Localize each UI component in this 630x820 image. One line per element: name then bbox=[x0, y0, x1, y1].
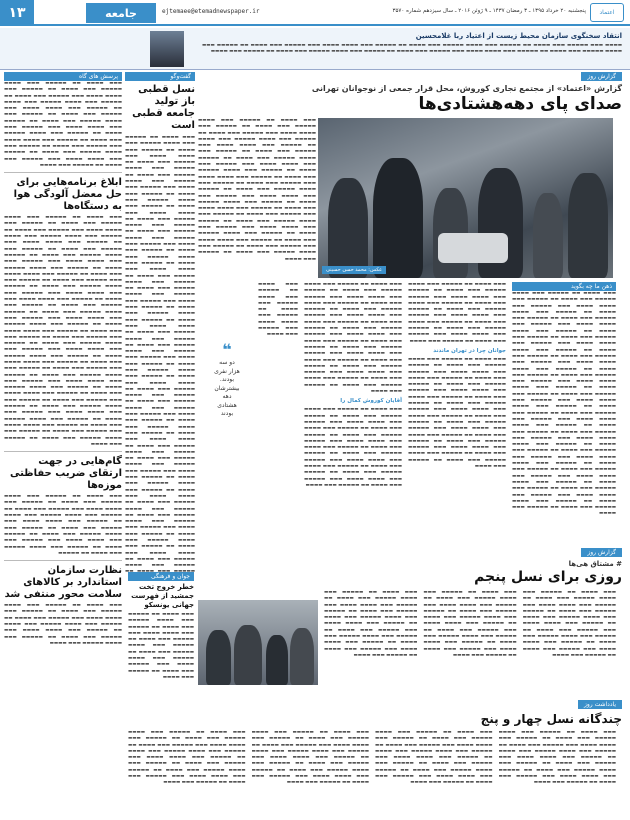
quote-line: بودند. bbox=[219, 376, 235, 383]
quote-line: بودند bbox=[220, 410, 234, 417]
section-tab: جامعه bbox=[86, 3, 156, 23]
interview-head: گفت‌وگو bbox=[125, 72, 195, 81]
main-col-1: ذهن ما چه بگوید ▬▬▬ ▬▬▬▬ ▬▬ ▬▬▬▬▬ ▬▬▬ ▬▬▬▬ ▬▬▬▬▬ ▬▬▬ ▬▬▬▬ ▬▬ ▬▬▬▬▬ ▬▬▬ ▬▬▬▬ ▬▬▬▬ ▬▬▬ ▬▬▬▬▬ ▬▬▬ ▬▬▬▬ ▬▬ ▬▬▬▬▬ ▬▬▬ ▬▬▬▬ ▬▬▬▬▬ ▬▬▬ ▬▬▬▬ ▬▬ ▬▬▬▬▬ ▬▬▬ ▬▬▬▬ ▬▬▬▬ ▬▬▬ ▬▬▬▬▬ ▬▬▬ ▬▬▬▬ ▬▬ ▬▬▬▬▬ ▬▬▬ ▬▬▬▬ ▬▬▬▬▬ ▬▬▬ ▬▬▬▬ ▬▬ ▬▬▬▬▬ ▬▬▬ ▬▬▬▬ ▬▬▬▬ ▬▬▬ ▬▬▬▬▬ ▬▬▬ ▬▬▬▬ ▬▬ ▬▬▬▬▬ ▬▬▬ ▬▬▬▬ ▬▬▬▬▬ ▬▬▬ ▬▬▬▬ ▬▬ ▬▬▬▬▬ ▬▬▬ ▬▬▬▬ ▬▬▬▬ ▬▬▬ ▬▬▬▬▬ ▬▬▬ ▬▬▬▬ ▬▬ ▬▬▬▬▬ ▬▬▬ ▬▬▬▬ ▬▬▬▬▬ ▬▬▬ ▬▬▬▬ ▬▬ ▬▬▬▬▬ ▬▬▬ ▬▬▬▬ ▬▬▬▬ ▬▬▬ ▬▬▬▬▬ ▬▬▬ ▬▬▬▬ ▬▬ ▬▬▬▬▬ ▬▬▬ ▬▬▬▬ ▬▬▬▬▬ ▬▬▬ ▬▬▬▬ ▬▬ ▬▬▬▬▬ ▬▬▬ ▬▬▬▬ ▬▬▬▬ ▬▬▬ ▬▬▬▬▬ ▬▬▬ ▬▬▬▬ ▬▬ ▬▬▬▬▬ ▬▬▬ ▬▬▬▬ ▬▬▬▬▬ ▬▬▬ ▬▬▬▬ ▬▬ ▬▬▬▬▬ ▬▬▬ ▬▬▬▬ ▬▬▬▬ ▬▬▬ ▬▬▬▬▬ ▬▬▬ ▬▬▬▬ ▬▬ ▬▬▬▬▬ ▬▬▬ ▬▬▬▬ ▬▬▬▬▬ ▬▬▬ ▬▬▬▬ ▬▬ ▬▬▬▬▬ ▬▬▬ ▬▬▬▬ ▬▬▬▬ ▬▬▬ ▬▬▬▬▬ ▬▬▬ ▬▬▬▬ ▬▬ ▬▬▬▬▬ ▬▬▬ ▬▬▬▬ ▬▬▬▬▬ ▬▬▬ ▬▬▬▬ ▬▬ ▬▬▬▬▬ ▬▬▬ ▬▬▬▬ ▬▬▬▬ ▬▬▬ ▬▬▬▬▬ ▬▬▬ ▬▬▬▬ ▬▬ ▬▬▬▬▬ ▬▬▬ ▬▬▬▬ ▬▬▬▬▬ ▬▬▬ ▬▬▬▬ ▬▬ ▬▬▬▬▬ ▬▬▬ ▬▬▬▬ ▬▬▬▬ ▬▬▬ ▬▬▬▬▬ ▬▬▬ ▬▬▬▬ ▬▬ ▬▬▬▬▬ ▬▬▬ ▬▬▬▬ ▬▬▬▬▬ ▬▬▬ ▬▬▬▬ ▬▬ ▬▬▬▬▬ ▬▬▬ ▬▬▬▬ ▬▬▬▬ ▬▬▬ ▬▬▬▬▬ ▬▬▬ ▬▬▬▬ ▬▬ ▬▬▬▬▬ ▬▬▬ ▬▬▬▬ ▬▬▬▬▬ ▬▬▬ ▬▬▬▬ ▬▬ ▬▬▬▬▬ ▬▬▬ ▬▬▬▬ bbox=[512, 283, 616, 517]
main-article-body bbox=[198, 282, 616, 542]
interview-text: ▬▬▬ ▬▬▬▬ ▬▬ ▬▬▬▬▬ ▬▬▬ ▬▬▬▬ ▬▬▬▬▬ ▬▬▬ ▬▬▬▬ ▬▬ ▬▬▬▬▬ ▬▬▬ ▬▬▬▬ ▬▬▬▬ ▬▬▬ ▬▬▬▬▬ ▬▬▬ ▬▬▬▬ ▬▬ ▬▬▬▬▬ ▬▬▬ ▬▬▬▬ ▬▬▬▬▬ ▬▬▬ ▬▬▬▬ ▬▬ ▬▬▬▬▬ ▬▬▬ ▬▬▬▬ ▬▬▬▬ ▬▬▬ ▬▬▬▬▬ ▬▬▬ ▬▬▬▬ ▬▬ ▬▬▬▬▬ ▬▬▬ ▬▬▬▬ ▬▬▬▬▬ ▬▬▬ ▬▬▬▬ ▬▬ ▬▬▬▬▬ ▬▬▬ ▬▬▬▬ ▬▬▬▬ ▬▬▬ ▬▬▬▬▬ ▬▬▬ ▬▬▬▬ ▬▬ ▬▬▬▬▬ ▬▬▬ ▬▬▬▬ ▬▬▬▬▬ ▬▬▬ ▬▬▬▬ ▬▬ ▬▬▬▬▬ ▬▬▬ ▬▬▬▬ ▬▬▬▬ ▬▬▬ ▬▬▬▬▬ ▬▬▬ ▬▬▬▬ ▬▬ ▬▬▬▬▬ ▬▬▬ ▬▬▬▬ ▬▬▬▬▬ ▬▬▬ ▬▬▬▬ ▬▬ ▬▬▬▬▬ ▬▬▬ ▬▬▬▬ ▬▬▬▬ ▬▬▬ ▬▬▬▬▬ ▬▬▬ ▬▬▬▬ ▬▬ ▬▬▬▬▬ ▬▬▬ ▬▬▬▬ ▬▬▬▬▬ ▬▬▬ ▬▬▬▬ ▬▬ ▬▬▬▬▬ ▬▬▬ ▬▬▬▬ ▬▬▬▬ ▬▬▬ ▬▬▬▬▬ ▬▬▬ ▬▬▬▬ ▬▬ ▬▬▬▬▬ ▬▬▬ ▬▬▬▬ ▬▬▬▬▬ ▬▬▬ ▬▬▬▬ ▬▬ ▬▬▬▬▬ ▬▬▬ ▬▬▬▬ ▬▬▬▬ ▬▬▬ ▬▬▬▬▬ ▬▬▬ ▬▬▬▬ ▬▬ ▬▬▬▬▬ ▬▬▬ ▬▬▬▬ ▬▬▬▬▬ ▬▬▬ ▬▬▬▬ ▬▬ ▬▬▬▬▬ ▬▬▬ ▬▬▬▬ ▬▬▬▬ ▬▬▬ ▬▬▬▬▬ ▬▬▬ ▬▬▬▬ ▬▬ ▬▬▬▬▬ ▬▬▬ ▬▬▬▬ ▬▬▬▬▬ ▬▬▬ ▬▬▬▬ ▬▬ ▬▬▬▬▬ ▬▬▬ ▬▬▬▬ ▬▬▬▬ ▬▬▬ ▬▬▬▬▬ ▬▬▬ ▬▬▬▬ ▬▬ ▬▬▬▬▬ ▬▬▬ ▬▬▬▬ ▬▬▬▬▬ ▬▬▬ ▬▬▬▬ ▬▬ ▬▬▬▬▬ ▬▬▬ ▬▬▬▬ ▬▬▬▬ ▬▬▬ ▬▬▬▬▬ ▬▬▬ ▬▬▬▬ ▬▬ ▬▬▬▬▬ ▬▬▬ ▬▬▬▬ ▬▬▬▬▬ ▬▬▬ ▬▬▬▬ ▬▬ ▬▬▬▬▬ ▬▬▬ ▬▬▬▬ ▬▬▬▬ ▬▬▬ ▬▬▬▬▬ ▬▬▬ ▬▬▬▬ ▬▬ ▬▬▬▬▬ ▬▬▬ ▬▬▬▬ ▬▬▬▬▬ ▬▬▬ ▬▬▬▬ ▬▬ ▬▬▬▬▬ ▬▬▬ ▬▬▬▬ ▬▬▬▬ ▬▬▬ ▬▬▬▬▬ ▬▬▬ ▬▬▬▬ ▬▬ ▬▬▬▬▬ ▬▬▬ ▬▬▬▬ ▬▬▬▬▬ ▬▬▬ ▬▬▬▬ ▬▬ ▬▬▬▬▬ ▬▬▬ ▬▬▬▬ ▬▬▬▬ ▬▬▬ ▬▬▬▬▬ ▬▬▬ ▬▬▬▬ ▬▬ ▬▬▬▬▬ ▬▬▬ ▬▬▬▬ ▬▬▬▬▬ ▬▬▬ ▬▬▬▬ ▬▬ ▬▬▬▬▬ ▬▬▬ ▬▬▬▬ ▬▬▬▬ ▬▬▬ ▬▬▬▬▬ ▬▬▬ ▬▬▬▬ ▬▬ ▬▬▬▬▬ ▬▬▬ ▬▬▬▬ ▬▬▬▬▬ ▬▬▬ ▬▬▬▬ ▬▬ ▬▬▬▬▬ ▬▬▬ ▬▬▬▬ ▬▬▬▬ ▬▬▬ ▬▬▬▬▬ ▬▬▬ ▬▬▬▬ ▬▬ ▬▬▬▬▬ ▬▬▬ ▬▬▬▬ ▬▬▬▬▬ ▬▬▬ ▬▬▬▬ ▬▬ bbox=[125, 135, 195, 572]
main-col-3: ▬▬▬ ▬▬▬▬ ▬▬ ▬▬▬▬▬ ▬▬▬ ▬▬▬▬ ▬▬▬▬▬ ▬▬▬ ▬▬▬▬ ▬▬ ▬▬▬▬▬ ▬▬▬ ▬▬▬▬ ▬▬▬▬ ▬▬▬ ▬▬▬▬▬ ▬▬▬ ▬▬▬▬ ▬▬ ▬▬▬▬▬ ▬▬▬ ▬▬▬▬ ▬▬▬▬▬ ▬▬▬ ▬▬▬▬ ▬▬ ▬▬▬▬▬ ▬▬▬ ▬▬▬▬ ▬▬▬▬ ▬▬▬ ▬▬▬▬▬ ▬▬▬ ▬▬▬▬ ▬▬ ▬▬▬▬▬ ▬▬▬ ▬▬▬▬ ▬▬▬▬▬ ▬▬▬ ▬▬▬▬ ▬▬ ▬▬▬▬▬ ▬▬▬ ▬▬▬▬ ▬▬▬▬ ▬▬▬ ▬▬▬▬▬ ▬▬▬ ▬▬▬▬ ▬▬ ▬▬▬▬▬ ▬▬▬ ▬▬▬▬ ▬▬▬▬▬ ▬▬▬ ▬▬▬▬ ▬▬ ▬▬▬▬▬ ▬▬▬ ▬▬▬▬ ▬▬▬▬ ▬▬▬ ▬▬▬▬▬ ▬▬▬ ▬▬▬▬ ▬▬ ▬▬▬▬▬ ▬▬▬ ▬▬▬▬ ▬▬▬▬▬ ▬▬▬ ▬▬▬▬ ▬▬ ▬▬▬▬▬ ▬▬▬ ▬▬▬▬ ▬▬▬▬ ▬▬▬ ▬▬▬▬▬ ▬▬▬ ▬▬▬▬ ▬▬ ▬▬▬▬▬ ▬▬▬ ▬▬▬▬ ▬▬▬▬▬ ▬▬▬ ▬▬▬▬ ▬▬ ▬▬▬▬▬ ▬▬▬ ▬▬▬▬ آقایان کوروش کمال را ▬▬▬ ▬▬▬▬ ▬▬ ▬▬▬▬▬ ▬▬▬ ▬▬▬▬ ▬▬▬▬▬ ▬▬▬ ▬▬▬▬ ▬▬ ▬▬▬▬▬ ▬▬▬ ▬▬▬▬ ▬▬▬▬ ▬▬▬ ▬▬▬▬▬ ▬▬▬ ▬▬▬▬ ▬▬ ▬▬▬▬▬ ▬▬▬ ▬▬▬▬ ▬▬▬▬▬ ▬▬▬ ▬▬▬▬ ▬▬ ▬▬▬▬▬ ▬▬▬ ▬▬▬▬ ▬▬▬▬ ▬▬▬ ▬▬▬▬▬ ▬▬▬ ▬▬▬▬ ▬▬ ▬▬▬▬▬ ▬▬▬ ▬▬▬▬ ▬▬▬▬▬ ▬▬▬ ▬▬▬▬ ▬▬ ▬▬▬▬▬ ▬▬▬ ▬▬▬▬ ▬▬▬▬ ▬▬▬ ▬▬▬▬▬ ▬▬▬ ▬▬▬▬ ▬▬ ▬▬▬▬▬ ▬▬▬ ▬▬▬▬ ▬▬▬▬▬ ▬▬▬ ▬▬▬▬ ▬▬ ▬▬▬▬▬ ▬▬▬ ▬▬▬▬ ▬▬▬▬ ▬▬▬ ▬▬▬▬▬ ▬▬▬ ▬▬▬▬ ▬▬ ▬▬▬▬▬ ▬▬▬ ▬▬▬▬ bbox=[304, 282, 402, 488]
main-subtitle: گزارش «اعتماد» از مجتمع تجاری کوروش، محل قرار جمعی از نوجوانان تهرانی bbox=[311, 84, 622, 93]
second-article-head: گزارش روز bbox=[581, 548, 622, 557]
second-article-kicker: # مشتاق هی‌ها bbox=[568, 560, 622, 568]
interview-title: نسل قطبی باز تولید جامعه قطبی است bbox=[132, 84, 195, 131]
quote-line: هزار نفری bbox=[214, 367, 240, 375]
left-column-head: پرسش های گاه bbox=[4, 72, 122, 81]
quote-line: هشتادی bbox=[217, 401, 237, 409]
culture-title: خطر خروج تخت جمشید از فهرست جهانی یونسکو bbox=[131, 583, 194, 609]
second-article-body: ▬▬▬ ▬▬▬▬ ▬▬ ▬▬▬▬▬ ▬▬▬ ▬▬▬▬ ▬▬▬▬▬ ▬▬▬ ▬▬▬▬ ▬▬ ▬▬▬▬▬ ▬▬▬ ▬▬▬▬ ▬▬▬▬ ▬▬▬ ▬▬▬▬▬ ▬▬▬ ▬▬▬▬ ▬▬ ▬▬▬▬▬ ▬▬▬ ▬▬▬▬ ▬▬▬▬▬ ▬▬▬ ▬▬▬▬ ▬▬ ▬▬▬▬▬ ▬▬▬ ▬▬▬▬ ▬▬▬▬ ▬▬▬ ▬▬▬▬▬ ▬▬▬ ▬▬▬▬ ▬▬ ▬▬▬▬▬ ▬▬▬ ▬▬▬▬ ▬▬▬▬▬ ▬▬▬ ▬▬▬▬ ▬▬ ▬▬▬▬▬ ▬▬▬ ▬▬▬▬ ▬▬▬▬ ▬▬▬ ▬▬▬▬▬ ▬▬▬ ▬▬▬▬ ▬▬ ▬▬▬▬▬ ▬▬▬ ▬▬▬▬ ▬▬▬ ▬▬▬▬ ▬▬ ▬▬▬▬▬ ▬▬▬ ▬▬▬▬ ▬▬▬▬▬ ▬▬▬ ▬▬▬▬ ▬▬ ▬▬▬▬▬ ▬▬▬ ▬▬▬▬ ▬▬▬▬ ▬▬▬ ▬▬▬▬▬ ▬▬▬ ▬▬▬▬ ▬▬ ▬▬▬▬▬ ▬▬▬ ▬▬▬▬ ▬▬▬▬▬ ▬▬▬ ▬▬▬▬ ▬▬ ▬▬▬▬▬ ▬▬▬ ▬▬▬▬ ▬▬▬▬ ▬▬▬ ▬▬▬▬▬ ▬▬▬ ▬▬▬▬ ▬▬ ▬▬▬▬▬ ▬▬▬ ▬▬▬▬ ▬▬▬▬▬ ▬▬▬ ▬▬▬▬ ▬▬ ▬▬▬▬▬ ▬▬▬ ▬▬▬▬ ▬▬▬▬ ▬▬▬ ▬▬▬▬▬ ▬▬▬ ▬▬▬▬ ▬▬ ▬▬▬▬▬ ▬▬▬ ▬▬▬▬ ▬▬▬ ▬▬▬▬ ▬▬ ▬▬▬▬▬ ▬▬▬ ▬▬▬▬ ▬▬▬▬▬ ▬▬▬ ▬▬▬▬ ▬▬ ▬▬▬▬▬ ▬▬▬ ▬▬▬▬ ▬▬▬▬ ▬▬▬ ▬▬▬▬▬ ▬▬▬ ▬▬▬▬ ▬▬ ▬▬▬▬▬ ▬▬▬ ▬▬▬▬ ▬▬▬▬▬ ▬▬▬ ▬▬▬▬ ▬▬ ▬▬▬▬▬ ▬▬▬ ▬▬▬▬ ▬▬▬▬ ▬▬▬ ▬▬▬▬▬ ▬▬▬ ▬▬▬▬ ▬▬ ▬▬▬▬▬ ▬▬▬ ▬▬▬▬ ▬▬▬▬▬ ▬▬▬ ▬▬▬▬ ▬▬ ▬▬▬▬▬ ▬▬▬ ▬▬▬▬ ▬▬▬▬ ▬▬▬ ▬▬▬▬▬ ▬▬▬ ▬▬▬▬ ▬▬ ▬▬▬▬▬ ▬▬▬ ▬▬▬▬ bbox=[324, 590, 616, 658]
banner-photo bbox=[150, 31, 184, 67]
banner-title: انتقاد سخنگوی سازمان محیط زیست از اعتیاد ربا غلامحسین bbox=[415, 32, 622, 40]
left-headline-3: نظارت سازمان استاندارد بر کالاهای سلامت محور منتفی شد bbox=[4, 565, 122, 601]
second-article-title: روزی برای نسل پنجم bbox=[474, 569, 622, 585]
main-col-2: ▬▬▬ ▬▬▬▬ ▬▬ ▬▬▬▬▬ ▬▬▬ ▬▬▬▬ ▬▬▬▬▬ ▬▬▬ ▬▬▬▬ ▬▬ ▬▬▬▬▬ ▬▬▬ ▬▬▬▬ ▬▬▬▬ ▬▬▬ ▬▬▬▬▬ ▬▬▬ ▬▬▬▬ ▬▬ ▬▬▬▬▬ ▬▬▬ ▬▬▬▬ ▬▬▬▬▬ ▬▬▬ ▬▬▬▬ ▬▬ ▬▬▬▬▬ ▬▬▬ ▬▬▬▬ ▬▬▬▬ ▬▬▬ ▬▬▬▬▬ ▬▬▬ ▬▬▬▬ ▬▬ ▬▬▬▬▬ ▬▬▬ ▬▬▬▬ ▬▬▬▬▬ ▬▬▬ ▬▬▬▬ ▬▬ ▬▬▬▬▬ ▬▬▬ ▬▬▬▬ ▬▬▬▬ ▬▬▬ ▬▬▬▬▬ ▬▬▬ ▬▬▬▬ ▬▬ ▬▬▬▬▬ ▬▬▬ ▬▬▬▬ جوانان چرا در تهران ماندند ▬▬▬ ▬▬▬▬ ▬▬ ▬▬▬▬▬ ▬▬▬ ▬▬▬▬ ▬▬▬▬▬ ▬▬▬ ▬▬▬▬ ▬▬ ▬▬▬▬▬ ▬▬▬ ▬▬▬▬ ▬▬▬▬ ▬▬▬ ▬▬▬▬▬ ▬▬▬ ▬▬▬▬ ▬▬ ▬▬▬▬▬ ▬▬▬ ▬▬▬▬ ▬▬▬▬▬ ▬▬▬ ▬▬▬▬ ▬▬ ▬▬▬▬▬ ▬▬▬ ▬▬▬▬ ▬▬▬▬ ▬▬▬ ▬▬▬▬▬ ▬▬▬ ▬▬▬▬ ▬▬ ▬▬▬▬▬ ▬▬▬ ▬▬▬▬ ▬▬▬▬▬ ▬▬▬ ▬▬▬▬ ▬▬ ▬▬▬▬▬ ▬▬▬ ▬▬▬▬ ▬▬▬▬ ▬▬▬ ▬▬▬▬▬ ▬▬▬ ▬▬▬▬ ▬▬ ▬▬▬▬▬ ▬▬▬ ▬▬▬▬ ▬▬▬▬▬ ▬▬▬ ▬▬▬▬ ▬▬ ▬▬▬▬▬ ▬▬▬ ▬▬▬▬ ▬▬▬▬ ▬▬▬ ▬▬▬▬▬ ▬▬▬ ▬▬▬▬ ▬▬ ▬▬▬▬▬ ▬▬▬ ▬▬▬▬ ▬▬▬▬▬ ▬▬▬ ▬▬▬▬ ▬▬ ▬▬▬▬▬ ▬▬▬ ▬▬▬▬ ▬▬▬▬ ▬▬▬ ▬▬▬▬▬ ▬▬▬ ▬▬▬▬ ▬▬ ▬▬▬▬▬ ▬▬▬ ▬▬▬▬ ▬▬▬▬▬ ▬▬▬ ▬▬▬▬ ▬▬ ▬▬▬▬▬ ▬▬▬ ▬▬▬▬ bbox=[408, 282, 506, 470]
banner-text: ▬▬▬▬ ▬▬▬ ▬▬▬▬▬ ▬▬▬ ▬▬▬▬ ▬▬ ▬▬▬▬▬ ▬▬▬ ▬▬▬▬ ▬▬▬▬▬ ▬▬▬ ▬▬▬▬ ▬▬ ▬▬▬▬▬ ▬▬▬ ▬▬▬▬ ▬▬▬▬ ▬▬▬ ▬▬▬▬▬ ▬▬▬ ▬▬▬▬ ▬▬ ▬▬▬▬▬ ▬▬▬ ▬▬▬▬ ▬▬▬▬▬ ▬▬▬ ▬▬▬▬ ▬▬ ▬▬▬▬▬ ▬▬▬ ▬▬▬▬ ▬▬▬▬ ▬▬▬ ▬▬▬▬▬ ▬▬▬ ▬▬▬▬ ▬▬ ▬▬▬▬▬ ▬▬▬ ▬▬▬▬ ▬▬▬▬▬ ▬▬▬ ▬▬▬▬ ▬▬ ▬▬▬▬▬ ▬▬▬ ▬▬▬▬ bbox=[202, 43, 622, 55]
main-subhead-1: جوانان چرا در تهران ماندند bbox=[433, 347, 506, 354]
pull-quote bbox=[198, 340, 256, 490]
top-bar bbox=[0, 0, 630, 26]
left-text-block: ▬▬▬ ▬▬▬▬ ▬▬ ▬▬▬▬▬ ▬▬▬ ▬▬▬▬ ▬▬▬▬▬ ▬▬▬ ▬▬▬▬ ▬▬ ▬▬▬▬▬ ▬▬▬ ▬▬▬▬ ▬▬▬▬ ▬▬▬ ▬▬▬▬▬ ▬▬▬ ▬▬▬▬ ▬▬ ▬▬▬▬▬ ▬▬▬ ▬▬▬▬ ▬▬▬▬▬ ▬▬▬ ▬▬▬▬ ▬▬ ▬▬▬▬▬ ▬▬▬ ▬▬▬▬ ▬▬▬▬ ▬▬▬ ▬▬▬▬▬ ▬▬▬ ▬▬▬▬ ▬▬ ▬▬▬▬▬ ▬▬▬ ▬▬▬▬ ▬▬▬▬▬ ▬▬▬ ▬▬▬▬ ▬▬ ▬▬▬▬▬ ▬▬▬ ▬▬▬▬ ▬▬▬▬ ▬▬▬ ▬▬▬▬▬ ▬▬▬ ▬▬▬▬ ▬▬ ▬▬▬▬▬ ▬▬▬ ▬▬▬▬ ▬▬▬▬▬ ▬▬▬ ▬▬▬▬ ▬▬ ▬▬▬▬▬ ▬▬▬ ▬▬▬▬ ▬▬▬▬ ▬▬▬ ▬▬▬▬▬ ▬▬▬ ▬▬▬▬ ▬▬ ▬▬▬▬▬ ▬▬▬ ▬▬▬▬ ▬▬▬▬▬ ▬▬▬ ▬▬▬▬ ▬▬ ▬▬▬▬▬ ▬▬▬ ▬▬▬▬ ▬▬▬▬ ▬▬▬ ▬▬▬▬▬ ▬▬▬ ▬▬▬▬ ▬▬ ▬▬▬▬▬ ▬▬▬ ▬▬▬▬ bbox=[4, 81, 122, 168]
newspaper-logo: اعتماد bbox=[590, 3, 624, 22]
main-kicker: گزارش روز bbox=[581, 72, 622, 81]
quote-line: بیشترشان bbox=[214, 384, 240, 392]
youth-crowd-photo bbox=[198, 600, 318, 685]
main-headline: صدای پای دهه‌هشتادی‌ها bbox=[418, 94, 622, 114]
main-col-4: ▬▬▬ ▬▬▬▬ ▬▬ ▬▬▬▬▬ ▬▬▬ ▬▬▬▬ ▬▬▬▬▬ ▬▬▬ ▬▬▬▬ ▬▬ ▬▬▬▬▬ ▬▬▬ ▬▬▬▬ ▬▬▬▬ ▬▬▬ ▬▬▬▬▬ ▬▬▬ ▬▬▬▬ bbox=[258, 282, 298, 338]
quote-icon: ❝ bbox=[222, 340, 232, 359]
left-news-column bbox=[4, 72, 122, 816]
third-article-body: ▬▬▬ ▬▬▬▬ ▬▬ ▬▬▬▬▬ ▬▬▬ ▬▬▬▬ ▬▬▬▬▬ ▬▬▬ ▬▬▬▬ ▬▬ ▬▬▬▬▬ ▬▬▬ ▬▬▬▬ ▬▬▬▬ ▬▬▬ ▬▬▬▬▬ ▬▬▬ ▬▬▬▬ ▬▬ ▬▬▬▬▬ ▬▬▬ ▬▬▬▬ ▬▬▬▬▬ ▬▬▬ ▬▬▬▬ ▬▬ ▬▬▬▬▬ ▬▬▬ ▬▬▬▬ ▬▬▬▬ ▬▬▬ ▬▬▬▬▬ ▬▬▬ ▬▬▬▬ ▬▬ ▬▬▬▬▬ ▬▬▬ ▬▬▬▬ ▬▬▬▬▬ ▬▬▬ ▬▬▬▬ ▬▬ ▬▬▬▬▬ ▬▬▬ ▬▬▬▬ ▬▬▬▬ ▬▬▬ ▬▬▬▬▬ ▬▬▬ ▬▬▬▬ ▬▬ ▬▬▬▬▬ ▬▬▬ ▬▬▬▬ ▬▬▬ ▬▬▬▬ ▬▬ ▬▬▬▬▬ ▬▬▬ ▬▬▬▬ ▬▬▬▬▬ ▬▬▬ ▬▬▬▬ ▬▬ ▬▬▬▬▬ ▬▬▬ ▬▬▬▬ ▬▬▬▬ ▬▬▬ ▬▬▬▬▬ ▬▬▬ ▬▬▬▬ ▬▬ ▬▬▬▬▬ ▬▬▬ ▬▬▬▬ ▬▬▬▬▬ ▬▬▬ ▬▬▬▬ ▬▬ ▬▬▬▬▬ ▬▬▬ ▬▬▬▬ ▬▬▬▬ ▬▬▬ ▬▬▬▬▬ ▬▬▬ ▬▬▬▬ ▬▬ ▬▬▬▬▬ ▬▬▬ ▬▬▬▬ ▬▬▬▬▬ ▬▬▬ ▬▬▬▬ ▬▬ ▬▬▬▬▬ ▬▬▬ ▬▬▬▬ ▬▬▬▬ ▬▬▬ ▬▬▬▬▬ ▬▬▬ ▬▬▬▬ ▬▬ ▬▬▬▬▬ ▬▬▬ ▬▬▬▬ ▬▬▬ ▬▬▬▬ ▬▬ ▬▬▬▬▬ ▬▬▬ ▬▬▬▬ ▬▬▬▬▬ ▬▬▬ ▬▬▬▬ ▬▬ ▬▬▬▬▬ ▬▬▬ ▬▬▬▬ ▬▬▬▬ ▬▬▬ ▬▬▬▬▬ ▬▬▬ ▬▬▬▬ ▬▬ ▬▬▬▬▬ ▬▬▬ ▬▬▬▬ ▬▬▬▬▬ ▬▬▬ ▬▬▬▬ ▬▬ ▬▬▬▬▬ ▬▬▬ ▬▬▬▬ ▬▬▬▬ ▬▬▬ ▬▬▬▬▬ ▬▬▬ ▬▬▬▬ ▬▬ ▬▬▬▬▬ ▬▬▬ ▬▬▬▬ ▬▬▬▬▬ ▬▬▬ ▬▬▬▬ ▬▬ ▬▬▬▬▬ ▬▬▬ ▬▬▬▬ ▬▬▬▬ ▬▬▬ ▬▬▬▬▬ ▬▬▬ ▬▬▬▬ ▬▬ ▬▬▬▬▬ ▬▬▬ ▬▬▬▬ ▬▬▬ ▬▬▬▬ ▬▬ ▬▬▬▬▬ ▬▬▬ ▬▬▬▬ ▬▬▬▬▬ ▬▬▬ ▬▬▬▬ ▬▬ ▬▬▬▬▬ ▬▬▬ ▬▬▬▬ ▬▬▬▬ ▬▬▬ ▬▬▬▬▬ ▬▬▬ ▬▬▬▬ ▬▬ ▬▬▬▬▬ ▬▬▬ ▬▬▬▬ ▬▬▬▬▬ ▬▬▬ ▬▬▬▬ ▬▬ ▬▬▬▬▬ ▬▬▬ ▬▬▬▬ ▬▬▬▬ ▬▬▬ ▬▬▬▬▬ ▬▬▬ ▬▬▬▬ ▬▬ ▬▬▬▬▬ ▬▬▬ ▬▬▬▬ ▬▬▬▬▬ ▬▬▬ ▬▬▬▬ ▬▬ ▬▬▬▬▬ ▬▬▬ ▬▬▬▬ ▬▬▬▬ ▬▬▬ ▬▬▬▬▬ ▬▬▬ ▬▬▬▬ ▬▬ ▬▬▬▬▬ ▬▬▬ ▬▬▬▬ bbox=[128, 730, 616, 786]
interview-column bbox=[125, 72, 195, 572]
dateline: پنجشنبه ۲۰ خرداد ۱۳۹۵ ـ ۳ رمضان ۱۴۳۷ ـ ۹ ژوئن ۲۰۱۶ ـ سال سیزدهم شماره ۳۵۷۰ bbox=[392, 8, 586, 14]
quote-line: دو سه bbox=[219, 359, 235, 366]
culture-head: جوان و فرهنگی bbox=[128, 572, 194, 581]
quote-line: دهه bbox=[222, 393, 232, 400]
main-subhead-2: آقایان کوروش کمال را bbox=[340, 398, 402, 405]
section-email: ejtemaee@etemadnewspaper.ir bbox=[162, 8, 260, 15]
crowd-photo bbox=[318, 118, 613, 278]
third-article-head: یادداشت روز bbox=[578, 700, 622, 709]
culture-box: جوان و فرهنگی خطر خروج تخت جمشید از فهرست جهانی یونسکو ▬▬▬ ▬▬▬▬ ▬▬ ▬▬▬▬▬ ▬▬▬ ▬▬▬▬ ▬▬▬▬▬ ▬▬▬ ▬▬▬▬ ▬▬ ▬▬▬▬▬ ▬▬▬ ▬▬▬▬ ▬▬▬▬ ▬▬▬ ▬▬▬▬▬ ▬▬▬ ▬▬▬▬ ▬▬ ▬▬▬▬▬ ▬▬▬ ▬▬▬▬ ▬▬▬▬▬ ▬▬▬ ▬▬▬▬ ▬▬ ▬▬▬▬▬ ▬▬▬ ▬▬▬▬ ▬▬▬▬ ▬▬▬ ▬▬▬▬▬ ▬▬▬ ▬▬▬▬ ▬▬ ▬▬▬▬▬ ▬▬▬ ▬▬▬▬ bbox=[128, 573, 194, 680]
photo-credit: عکس: محمد حسن حسینی bbox=[322, 266, 386, 274]
left-text-block: ▬▬▬ ▬▬▬▬ ▬▬ ▬▬▬▬▬ ▬▬▬ ▬▬▬▬ ▬▬▬▬▬ ▬▬▬ ▬▬▬▬ ▬▬ ▬▬▬▬▬ ▬▬▬ ▬▬▬▬ ▬▬▬▬ ▬▬▬ ▬▬▬▬▬ ▬▬▬ ▬▬▬▬ ▬▬ ▬▬▬▬▬ ▬▬▬ ▬▬▬▬ ▬▬▬▬▬ ▬▬▬ ▬▬▬▬ ▬▬ ▬▬▬▬▬ ▬▬▬ ▬▬▬▬ ▬▬▬▬ ▬▬▬ ▬▬▬▬▬ ▬▬▬ ▬▬▬▬ ▬▬ ▬▬▬▬▬ ▬▬▬ ▬▬▬▬ ▬▬▬▬▬ ▬▬▬ ▬▬▬▬ bbox=[4, 603, 122, 646]
section-label: ذهن ما چه بگوید bbox=[512, 282, 616, 291]
left-text-block: ▬▬▬ ▬▬▬▬ ▬▬ ▬▬▬▬▬ ▬▬▬ ▬▬▬▬ ▬▬▬▬▬ ▬▬▬ ▬▬▬▬ ▬▬ ▬▬▬▬▬ ▬▬▬ ▬▬▬▬ ▬▬▬▬ ▬▬▬ ▬▬▬▬▬ ▬▬▬ ▬▬▬▬ ▬▬ ▬▬▬▬▬ ▬▬▬ ▬▬▬▬ ▬▬▬▬▬ ▬▬▬ ▬▬▬▬ ▬▬ ▬▬▬▬▬ ▬▬▬ ▬▬▬▬ ▬▬▬▬ ▬▬▬ ▬▬▬▬▬ ▬▬▬ ▬▬▬▬ ▬▬ ▬▬▬▬▬ ▬▬▬ ▬▬▬▬ ▬▬▬▬▬ ▬▬▬ ▬▬▬▬ ▬▬ ▬▬▬▬▬ ▬▬▬ ▬▬▬▬ ▬▬▬▬ ▬▬▬ ▬▬▬▬▬ ▬▬▬ ▬▬▬▬ ▬▬ ▬▬▬▬▬ ▬▬▬ ▬▬▬▬ ▬▬▬▬▬ ▬▬▬ ▬▬▬▬ ▬▬ ▬▬▬▬▬ bbox=[4, 494, 122, 556]
left-headline-2: گام‌هایی در جهت ارتقای ضریب حفاظتی موزه‌ها bbox=[9, 456, 122, 492]
page-number: ۱۳ bbox=[0, 0, 34, 26]
third-article-title: چندگانه نسل چهار و پنج bbox=[480, 712, 622, 726]
left-text-block: ▬▬▬ ▬▬▬▬ ▬▬ ▬▬▬▬▬ ▬▬▬ ▬▬▬▬ ▬▬▬▬▬ ▬▬▬ ▬▬▬▬ ▬▬ ▬▬▬▬▬ ▬▬▬ ▬▬▬▬ ▬▬▬▬ ▬▬▬ ▬▬▬▬▬ ▬▬▬ ▬▬▬▬ ▬▬ ▬▬▬▬▬ ▬▬▬ ▬▬▬▬ ▬▬▬▬▬ ▬▬▬ ▬▬▬▬ ▬▬ ▬▬▬▬▬ ▬▬▬ ▬▬▬▬ ▬▬▬▬ ▬▬▬ ▬▬▬▬▬ ▬▬▬ ▬▬▬▬ ▬▬ ▬▬▬▬▬ ▬▬▬ ▬▬▬▬ ▬▬▬▬▬ ▬▬▬ ▬▬▬▬ ▬▬ ▬▬▬▬▬ ▬▬▬ ▬▬▬▬ ▬▬▬▬ ▬▬▬ ▬▬▬▬▬ ▬▬▬ ▬▬▬▬ ▬▬ ▬▬▬▬▬ ▬▬▬ ▬▬▬▬ ▬▬▬▬▬ ▬▬▬ ▬▬▬▬ ▬▬ ▬▬▬▬▬ ▬▬▬ ▬▬▬▬ ▬▬▬▬ ▬▬▬ ▬▬▬▬▬ ▬▬▬ ▬▬▬▬ ▬▬ ▬▬▬▬▬ ▬▬▬ ▬▬▬▬ ▬▬▬▬▬ ▬▬▬ ▬▬▬▬ ▬▬ ▬▬▬▬▬ ▬▬▬ ▬▬▬▬ ▬▬▬▬ ▬▬▬ ▬▬▬▬▬ ▬▬▬ ▬▬▬▬ ▬▬ ▬▬▬▬▬ ▬▬▬ ▬▬▬▬ ▬▬▬▬ ▬▬▬ ▬▬▬▬▬ ▬▬▬ ▬▬▬▬ ▬▬ ▬▬▬▬▬ ▬▬▬ ▬▬▬▬ ▬▬▬▬▬ ▬▬▬ ▬▬▬▬ ▬▬ ▬▬▬▬▬ ▬▬▬ ▬▬▬▬ ▬▬▬▬ ▬▬▬ ▬▬▬▬▬ ▬▬▬ ▬▬▬▬ ▬▬ ▬▬▬▬▬ ▬▬▬ ▬▬▬▬ ▬▬▬▬▬ ▬▬▬ ▬▬▬▬ ▬▬ ▬▬▬▬▬ ▬▬▬ ▬▬▬▬ ▬▬▬▬ ▬▬▬ ▬▬▬▬▬ ▬▬▬ ▬▬▬▬ ▬▬ ▬▬▬▬▬ ▬▬▬ ▬▬▬▬ ▬▬▬▬▬ ▬▬▬ ▬▬▬▬ ▬▬ ▬▬▬▬▬ ▬▬▬ ▬▬▬▬ ▬▬▬▬ ▬▬▬ ▬▬▬▬▬ ▬▬▬ ▬▬▬▬ ▬▬ ▬▬▬▬▬ ▬▬▬ ▬▬▬▬ ▬▬▬▬▬ ▬▬▬ ▬▬▬▬ ▬▬ ▬▬▬▬▬ ▬▬▬ ▬▬▬▬ ▬▬▬▬ ▬▬▬ ▬▬▬▬▬ ▬▬▬ ▬▬▬▬ ▬▬ ▬▬▬▬▬ ▬▬▬ ▬▬▬▬ ▬▬▬▬▬ ▬▬▬ ▬▬▬▬ ▬▬ ▬▬▬▬▬ ▬▬▬ ▬▬▬▬ ▬▬▬▬ ▬▬▬ ▬▬▬▬▬ ▬▬▬ ▬▬▬▬ ▬▬ ▬▬▬▬▬ ▬▬▬ ▬▬▬▬ ▬▬▬▬▬ ▬▬▬ ▬▬▬▬ ▬▬ ▬▬▬▬▬ ▬▬▬ ▬▬▬▬ ▬▬▬▬ ▬▬▬ ▬▬▬▬▬ ▬▬▬ ▬▬▬▬ ▬▬ ▬▬▬▬▬ ▬▬▬ ▬▬▬▬ ▬▬▬▬▬ ▬▬▬ ▬▬▬▬ ▬▬ ▬▬▬▬▬ ▬▬▬ ▬▬▬▬ ▬▬▬▬ ▬▬▬ ▬▬▬▬▬ ▬▬▬ ▬▬▬▬ ▬▬ ▬▬▬▬▬ ▬▬▬ ▬▬▬▬ ▬▬▬▬▬ ▬▬▬ ▬▬▬▬ ▬▬ ▬▬▬▬▬ ▬▬▬ ▬▬▬▬ ▬▬▬▬ ▬▬▬ ▬▬▬▬▬ ▬▬▬ ▬▬▬▬ ▬▬ ▬▬▬▬▬ ▬▬▬ ▬▬▬▬ ▬▬▬▬▬ ▬▬▬ ▬▬▬▬ ▬▬ ▬▬▬▬▬ ▬▬▬ ▬▬▬▬ bbox=[4, 215, 122, 447]
top-banner bbox=[0, 28, 630, 70]
main-article-column: ▬▬▬ ▬▬▬▬ ▬▬ ▬▬▬▬▬ ▬▬▬ ▬▬▬▬ ▬▬▬▬▬ ▬▬▬ ▬▬▬▬ ▬▬ ▬▬▬▬▬ ▬▬▬ ▬▬▬▬ ▬▬▬▬ ▬▬▬ ▬▬▬▬▬ ▬▬▬ ▬▬▬▬ ▬▬ ▬▬▬▬▬ ▬▬▬ ▬▬▬▬ ▬▬▬▬▬ ▬▬▬ ▬▬▬▬ ▬▬ ▬▬▬▬▬ ▬▬▬ ▬▬▬▬ ▬▬▬▬ ▬▬▬ ▬▬▬▬▬ ▬▬▬ ▬▬▬▬ ▬▬ ▬▬▬▬▬ ▬▬▬ ▬▬▬▬ ▬▬▬▬▬ ▬▬▬ ▬▬▬▬ ▬▬ ▬▬▬▬▬ ▬▬▬ ▬▬▬▬ ▬▬▬▬ ▬▬▬ ▬▬▬▬▬ ▬▬▬ ▬▬▬▬ ▬▬ ▬▬▬▬▬ ▬▬▬ ▬▬▬▬ ▬▬▬▬▬ ▬▬▬ ▬▬▬▬ ▬▬ ▬▬▬▬▬ ▬▬▬ ▬▬▬▬ ▬▬▬▬ ▬▬▬ ▬▬▬▬▬ ▬▬▬ ▬▬▬▬ ▬▬ ▬▬▬▬▬ ▬▬▬ ▬▬▬▬ ▬▬▬▬▬ ▬▬▬ ▬▬▬▬ ▬▬ ▬▬▬▬▬ ▬▬▬ ▬▬▬▬ ▬▬▬▬ ▬▬▬ ▬▬▬▬▬ ▬▬▬ ▬▬▬▬ ▬▬ ▬▬▬▬▬ ▬▬▬ ▬▬▬▬ ▬▬▬▬▬ ▬▬▬ ▬▬▬▬ ▬▬ ▬▬▬▬▬ ▬▬▬ ▬▬▬▬ ▬▬▬▬ ▬▬▬ ▬▬▬▬▬ ▬▬▬ ▬▬▬▬ ▬▬ ▬▬▬▬▬ ▬▬▬ ▬▬▬▬ ▬▬▬▬▬ ▬▬▬ ▬▬▬▬ ▬▬ ▬▬▬▬▬ ▬▬▬ ▬▬▬▬ ▬▬▬▬ ▬▬▬ ▬▬▬▬▬ ▬▬▬ ▬▬▬▬ ▬▬ ▬▬▬▬▬ ▬▬▬ ▬▬▬▬ ▬▬▬▬▬ ▬▬▬ ▬▬▬▬ ▬▬ ▬▬▬▬▬ ▬▬▬ ▬▬▬▬ ▬▬▬▬ ▬▬▬ ▬▬▬▬▬ ▬▬▬ ▬▬▬▬ ▬▬ ▬▬▬▬▬ ▬▬▬ ▬▬▬▬ ▬▬▬▬▬ ▬▬▬ ▬▬▬▬ ▬▬ ▬▬▬▬▬ ▬▬▬ ▬▬▬▬ bbox=[198, 118, 316, 262]
left-headline-1: ابلاغ برنامه‌هایی برای حل معضل آلودگی هوا به دستگاه‌ها bbox=[13, 177, 122, 213]
